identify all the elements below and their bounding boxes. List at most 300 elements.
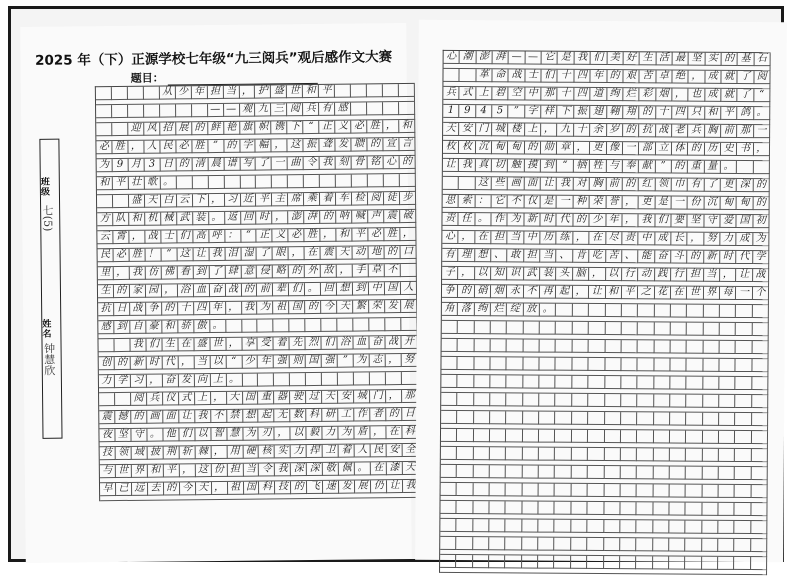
grid-cell: 智 <box>211 428 227 441</box>
grid-cell <box>752 341 768 354</box>
grid-cell: 们 <box>177 230 193 243</box>
grid-cell <box>686 395 702 408</box>
grid-cell <box>638 304 654 317</box>
grid-cell <box>686 413 702 426</box>
grid-cell: 不 <box>508 195 524 208</box>
grid-cell: 一 <box>623 142 639 155</box>
grid-cell <box>144 105 160 118</box>
grid-cell: 就 <box>721 71 737 84</box>
grid-cell: 我 <box>557 178 573 191</box>
grid-cell: 的 <box>623 178 639 191</box>
grid-cell <box>751 503 767 516</box>
grid-cell: 平 <box>256 193 272 206</box>
grid-cell: 天 <box>145 195 161 208</box>
grid-cell: 烟 <box>656 88 672 101</box>
grid-cell <box>687 377 703 390</box>
grid-cell <box>703 413 719 426</box>
grid-cell: ， <box>289 247 305 260</box>
grid-cell: 月 <box>128 159 144 172</box>
grid-cell: 石 <box>754 53 770 66</box>
grid-cell: 要 <box>671 214 687 227</box>
grid-cell: 绚 <box>607 88 623 101</box>
grid-cell: 披 <box>147 447 163 460</box>
grid-cell: 我 <box>403 480 419 493</box>
grid-cell <box>736 341 752 354</box>
grid-cell <box>702 485 718 498</box>
topic-line <box>131 68 318 86</box>
grid-cell <box>456 555 472 568</box>
grid-cell: 与 <box>606 160 622 173</box>
grid-cell: 是 <box>541 196 557 209</box>
grid-cell: 红 <box>639 178 655 191</box>
grid-cell <box>669 556 685 569</box>
grid-cell <box>735 485 751 498</box>
grid-cell: 十 <box>656 106 672 119</box>
grid-cell <box>457 537 473 550</box>
grid-cell <box>588 502 604 515</box>
grid-cell: 天 <box>337 247 353 260</box>
grid-cell <box>685 557 701 570</box>
grid-cell: ， <box>622 196 638 209</box>
grid-cell <box>604 556 620 569</box>
grid-cell: 不 <box>211 410 227 423</box>
grid-cell <box>351 102 367 115</box>
grid-cell: ， <box>541 124 557 137</box>
grid-cell: 用 <box>227 446 243 459</box>
grid-cell <box>605 340 621 353</box>
grid-cell: 门 <box>476 123 492 136</box>
grid-cell: 翔 <box>623 106 639 119</box>
grid-cell: ， <box>622 214 638 227</box>
grid-cell: 生 <box>640 52 656 65</box>
grid-cell: 国 <box>289 301 305 314</box>
grid-cell: 深 <box>307 463 323 476</box>
grid-cell: 责 <box>622 232 638 245</box>
grid-cell: 士 <box>161 230 177 243</box>
grid-cell: 让 <box>193 248 209 261</box>
grid-cell: 。 <box>721 161 737 174</box>
grid-cell <box>441 429 457 442</box>
grid-cell: 祖 <box>274 301 290 314</box>
grid-cell: 我 <box>320 157 336 170</box>
grid-cell <box>654 358 670 371</box>
grid-cell <box>687 323 703 336</box>
grid-cell: 基 <box>738 53 754 66</box>
grid-cell: 观 <box>240 104 256 117</box>
grid-cell: 平 <box>113 177 129 190</box>
grid-cell <box>256 175 272 188</box>
grid-cell: 胜 <box>192 140 208 153</box>
grid-cell: 刻 <box>336 157 352 170</box>
grid-cell <box>490 429 506 442</box>
grid-cell: 的 <box>114 285 130 298</box>
grid-cell <box>208 176 224 189</box>
grid-cell <box>685 539 701 552</box>
grid-cell: 歌 <box>145 177 161 190</box>
grid-cell: 十 <box>574 124 590 137</box>
grid-cell: 在 <box>671 286 687 299</box>
grid-cell: 书 <box>737 143 753 156</box>
grid-cell: 强 <box>322 355 338 368</box>
grid-cell: 返 <box>225 212 241 225</box>
grid-cell: ， <box>573 286 589 299</box>
grid-cell: 我 <box>275 463 291 476</box>
grid-cell <box>719 413 735 426</box>
grid-cell: 胜 <box>305 229 321 242</box>
grid-cell: 的 <box>753 197 769 210</box>
grid-cell: 三 <box>271 103 287 116</box>
grid-cell <box>588 448 604 461</box>
grid-cell: 前 <box>606 178 622 191</box>
grid-cell <box>620 520 636 533</box>
grid-cell: 门 <box>370 390 386 403</box>
grid-cell: 我 <box>459 159 475 172</box>
grid-cell <box>587 556 603 569</box>
grid-cell <box>718 557 734 570</box>
grid-cell <box>571 502 587 515</box>
grid-cell: 盛 <box>129 195 145 208</box>
grid-cell: 仪 <box>163 392 179 405</box>
grid-cell: 盛 <box>271 85 287 98</box>
grid-cell: 甸 <box>737 197 753 210</box>
grid-cell <box>457 483 473 496</box>
grid-cell: 力 <box>291 445 307 458</box>
grid-cell <box>522 483 538 496</box>
grid-cell <box>605 322 621 335</box>
grid-cell: — <box>509 51 525 64</box>
grid-cell: 当 <box>243 464 259 477</box>
grid-cell <box>604 538 620 551</box>
grid-cell <box>621 394 637 407</box>
grid-cell: 生 <box>98 285 114 298</box>
grid-cell <box>458 321 474 334</box>
grid-cell: 园 <box>146 285 162 298</box>
grid-cell <box>460 69 476 82</box>
grid-cell <box>556 340 572 353</box>
grid-cell: 。 <box>355 462 371 475</box>
grid-cell: 徒 <box>384 192 400 205</box>
grid-cell: 的 <box>131 411 147 424</box>
grid-cell: 更 <box>590 142 606 155</box>
grid-cell: 绝 <box>672 70 688 83</box>
grid-cell <box>653 538 669 551</box>
grid-cell: 想 <box>243 410 259 423</box>
grid-cell <box>670 376 686 389</box>
grid-cell: 奋 <box>163 374 179 387</box>
grid-cell: 风 <box>144 123 160 136</box>
grid-cell: 机 <box>145 213 161 226</box>
grid-cell <box>572 394 588 407</box>
grid-cell: ， <box>720 269 736 282</box>
grid-cell <box>556 376 572 389</box>
grid-cell: 在 <box>305 247 321 260</box>
grid-cell: 令 <box>259 463 275 476</box>
grid-cell <box>589 358 605 371</box>
grid-cell <box>587 538 603 551</box>
grid-cell: 了 <box>738 89 754 102</box>
grid-cell: 余 <box>590 124 606 137</box>
grid-cell: 眼 <box>273 247 289 260</box>
grid-cell: 和 <box>303 85 319 98</box>
grid-cell <box>290 373 306 386</box>
grid-cell: 长 <box>671 232 687 245</box>
grid-cell: 少 <box>242 356 258 369</box>
grid-cell: ， <box>273 211 289 224</box>
grid-cell <box>352 174 368 187</box>
grid-cell: 兵 <box>147 393 163 406</box>
grid-cell: 浴 <box>178 284 194 297</box>
grid-cell: 科 <box>307 409 323 422</box>
grid-cell: 民 <box>371 444 387 457</box>
grid-cell <box>506 483 522 496</box>
grid-cell: 必 <box>368 228 384 241</box>
grid-cell <box>457 501 473 514</box>
grid-cell: 与 <box>100 465 116 478</box>
grid-cell: 和 <box>148 465 164 478</box>
grid-cell: 略 <box>273 265 289 278</box>
grid-cell: ， <box>574 142 590 155</box>
grid-cell <box>442 321 458 334</box>
grid-cell <box>653 556 669 569</box>
grid-cell <box>621 466 637 479</box>
grid-cell: 的 <box>164 482 180 495</box>
grid-cell: 帜 <box>256 121 272 134</box>
grid-cell: 感 <box>335 103 351 116</box>
grid-cell: 检 <box>352 192 368 205</box>
grid-cell: 席 <box>288 193 304 206</box>
grid-cell: “ <box>241 230 257 243</box>
grid-cell: ， <box>226 338 242 351</box>
grid-cell <box>686 431 702 444</box>
grid-cell: 撼 <box>115 411 131 424</box>
grid-cell: 在 <box>371 462 387 475</box>
grid-cell: 的 <box>400 156 416 169</box>
grid-cell <box>490 465 506 478</box>
grid-cell <box>621 358 637 371</box>
grid-cell: ， <box>688 233 704 246</box>
grid-cell: 天 <box>322 391 338 404</box>
grid-cell: 想 <box>475 249 491 262</box>
grid-cell <box>507 321 523 334</box>
grid-cell: ， <box>211 392 227 405</box>
grid-cell <box>506 447 522 460</box>
grid-cell: 担 <box>227 464 243 477</box>
grid-cell <box>571 520 587 533</box>
grid-cell: 中 <box>524 231 540 244</box>
grid-cell: 日 <box>160 158 176 171</box>
grid-cell <box>720 341 736 354</box>
grid-cell <box>588 466 604 479</box>
grid-cell <box>112 105 128 118</box>
grid-cell <box>622 304 638 317</box>
grid-cell: 空 <box>509 87 525 100</box>
grid-cell: 一 <box>272 157 288 170</box>
grid-cell: 的 <box>320 211 336 224</box>
grid-cell <box>490 357 506 370</box>
grid-cell: 学 <box>115 375 131 388</box>
grid-cell: 仿 <box>146 267 162 280</box>
grid-cell: 了 <box>257 247 273 260</box>
grid-cell: 盛 <box>194 338 210 351</box>
grid-cell <box>735 521 751 534</box>
grid-cell <box>637 448 653 461</box>
grid-cell: 头 <box>557 268 573 281</box>
grid-cell <box>621 376 637 389</box>
grid-cell <box>605 358 621 371</box>
grid-cell <box>274 373 290 386</box>
grid-cell: 、 <box>491 249 507 262</box>
grid-cell <box>605 304 621 317</box>
grid-cell: 新 <box>524 213 540 226</box>
grid-cell <box>670 448 686 461</box>
grid-cell <box>555 466 571 479</box>
grid-cell: 9 <box>460 105 476 118</box>
grid-cell: 胸 <box>705 125 721 138</box>
grid-cell: 敬 <box>323 463 339 476</box>
grid-cell: 大 <box>227 392 243 405</box>
grid-cell <box>654 304 670 317</box>
grid-cell: 少 <box>176 86 192 99</box>
grid-cell: 平 <box>164 464 180 477</box>
grid-cell <box>605 412 621 425</box>
grid-cell: 核 <box>259 445 275 458</box>
grid-cell: 兵 <box>688 125 704 138</box>
grid-cell: 再 <box>540 286 556 299</box>
grid-cell: 阅 <box>368 192 384 205</box>
grid-cell: 的 <box>623 124 639 137</box>
grid-cell <box>718 521 734 534</box>
grid-cell: 声 <box>368 210 384 223</box>
grid-cell: 民 <box>160 140 176 153</box>
grid-cell <box>367 84 383 97</box>
grid-cell: 迎 <box>128 123 144 136</box>
grid-cell <box>671 304 687 317</box>
grid-cell: ， <box>386 354 402 367</box>
grid-cell <box>620 502 636 515</box>
grid-cell <box>587 520 603 533</box>
grid-cell <box>638 340 654 353</box>
grid-cell: ， <box>239 86 255 99</box>
grid-cell: 那 <box>402 390 418 403</box>
grid-cell: 技 <box>100 447 116 460</box>
grid-cell <box>457 519 473 532</box>
grid-cell <box>572 322 588 335</box>
grid-cell <box>588 412 604 425</box>
grid-cell: ， <box>589 268 605 281</box>
grid-cell: 无 <box>275 409 291 422</box>
grid-cell <box>654 322 670 335</box>
grid-cell: 硬 <box>243 446 259 459</box>
grid-cell: 碧 <box>492 87 508 100</box>
grid-cell: 吃 <box>589 250 605 263</box>
grid-cell <box>473 483 489 496</box>
grid-cell <box>474 375 490 388</box>
grid-cell: 以 <box>210 356 226 369</box>
grid-cell <box>473 465 489 478</box>
grid-cell <box>491 321 507 334</box>
grid-cell: 鲜 <box>208 122 224 135</box>
grid-cell: 牺 <box>574 160 590 173</box>
grid-cell: 下 <box>193 194 209 207</box>
grid-cell <box>703 395 719 408</box>
grid-cell: 角 <box>442 303 458 316</box>
grid-cell <box>489 555 505 568</box>
grid-cell: 的 <box>291 481 307 494</box>
grid-cell <box>669 520 685 533</box>
grid-cell <box>638 376 654 389</box>
grid-cell: 自 <box>130 321 146 334</box>
grid-cell: 最 <box>672 52 688 65</box>
grid-cell: 的 <box>289 265 305 278</box>
grid-cell: 新 <box>704 251 720 264</box>
grid-cell <box>735 431 751 444</box>
grid-cell: ， <box>754 143 770 156</box>
grid-cell <box>752 305 768 318</box>
grid-cell <box>571 538 587 551</box>
grid-cell: 。 <box>754 107 770 120</box>
grid-cell: 呐 <box>336 211 352 224</box>
grid-cell: 永 <box>507 285 523 298</box>
grid-cell: 践 <box>655 268 671 281</box>
grid-cell: 甸 <box>492 141 508 154</box>
grid-cell: 。 <box>226 374 242 387</box>
grid-cell: 烂 <box>623 88 639 101</box>
grid-cell: 时 <box>147 357 163 370</box>
grid-cell: 领 <box>116 447 132 460</box>
grid-cell <box>491 339 507 352</box>
grid-cell: 仅 <box>524 195 540 208</box>
grid-cell: 我 <box>209 248 225 261</box>
grid-cell: 那 <box>541 88 557 101</box>
grid-cell: ， <box>114 267 130 280</box>
grid-cell: 样 <box>541 106 557 119</box>
grid-cell <box>734 539 750 552</box>
grid-cell: 彩 <box>640 88 656 101</box>
grid-cell: 浴 <box>338 337 354 350</box>
grid-cell: 习 <box>225 194 241 207</box>
grid-cell <box>653 484 669 497</box>
grid-cell: 世 <box>116 465 132 478</box>
grid-cell <box>604 430 620 443</box>
grid-cell: 豪 <box>146 321 162 334</box>
grid-cell: 5 <box>492 105 508 118</box>
grid-cell: 和 <box>97 177 113 190</box>
grid-cell <box>654 340 670 353</box>
grid-cell: 里 <box>98 267 114 280</box>
grid-cell: 烈 <box>306 337 322 350</box>
grid-cell: 先 <box>290 337 306 350</box>
grid-cell <box>128 87 144 100</box>
grid-cell <box>112 87 128 100</box>
grid-cell: 上 <box>195 392 211 405</box>
grid-cell: 的 <box>525 141 541 154</box>
grid-cell: 血 <box>354 336 370 349</box>
grid-cell <box>306 319 322 332</box>
grid-cell <box>290 319 306 332</box>
grid-cell: 绽 <box>507 303 523 316</box>
grid-cell <box>160 104 176 117</box>
grid-cell <box>242 320 258 333</box>
grid-cell: “ <box>226 356 242 369</box>
grid-cell: 当 <box>540 250 556 263</box>
grid-cell <box>751 539 767 552</box>
grid-cell <box>288 175 304 188</box>
grid-cell: 切 <box>492 159 508 172</box>
grid-cell: 卫 <box>323 445 339 458</box>
grid-cell: 花 <box>654 286 670 299</box>
grid-cell: 沉 <box>704 197 720 210</box>
grid-cell: ， <box>129 231 145 244</box>
